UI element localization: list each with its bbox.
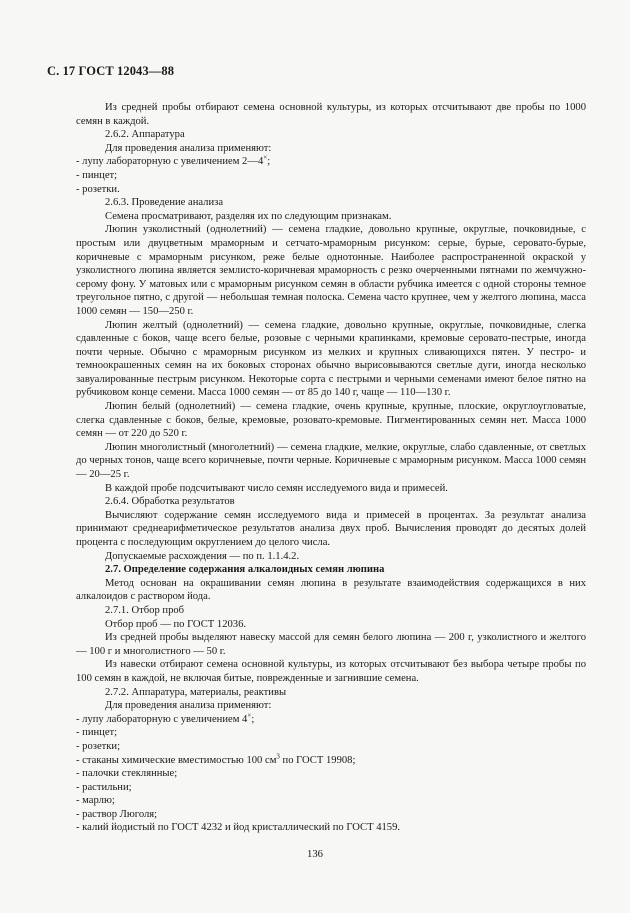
- list-item: - розетки.: [76, 183, 120, 195]
- page-number: 136: [307, 849, 323, 860]
- list-item-text: - стаканы химические вместимостью 100 см: [76, 754, 277, 766]
- list-item: [76, 751, 586, 768]
- list-item-end: ;: [267, 156, 271, 168]
- paragraph: Отбор проб — по ГОСТ 12036.: [105, 618, 247, 630]
- paragraph: Люпин белый (однолетний) — семена гладкие, очень крупные, крупные, плоские, округлоугловатые, слегка сдавленные с боков, белые, кремовые, розовато-кремовые. Пигментированных семян нет. Масса 1000 семян — от 220 до 520 г.: [76, 401, 586, 440]
- list-item: [76, 713, 586, 727]
- paragraph: Люпин желтый (однолетний) — семена гладкие, довольно крупные, округлые, почковидные, слегка сдавленные с боков, чаще всего белые, розовые с черными крапинками, кремовые серовато-пестрые, иногда почти черные. Обычно с мраморным рисунком из мелких и крупных сливающихся пятен. У пестро- и темноокрашенных семян на их боковых сторонах обычно вырисовываются светлые дуги, иногда несколько завуалированные пестрым рисунком. Некоторые сорта с пестрыми и черными семенами имеют белое пятно на рубчиковом конце семени. Масса 1000 семян — от 85 до 140 г, чаще — 110—130 г.: [76, 319, 586, 399]
- paragraph: Из средней пробы выделяют навеску массой для семян белого люпина — 200 г, узколистного и желтого — 100 г и многолистного — 50 г.: [76, 632, 586, 657]
- paragraph: Для проведения анализа применяют:: [105, 142, 272, 154]
- paragraph: Для проведения анализа применяют:: [105, 700, 272, 712]
- list-item-text: - лупу лабораторную с увеличением 2—4: [76, 156, 264, 168]
- page-body: [76, 101, 586, 835]
- superscript: 3: [276, 751, 280, 760]
- section-heading: 2.7.2. Аппаратура, материалы, реактивы: [105, 686, 287, 698]
- paragraph: Вычисляют содержание семян исследуемого вида и примесей в процентах. За результат анализа принимают среднеарифметическое результатов анализа двух проб. Вычисления проводят до десятых долей процента с последующим округлением до целого числа.: [76, 509, 586, 548]
- section-heading: 2.6.2. Аппаратура: [105, 129, 185, 141]
- section-heading-bold: 2.7. Определение содержания алкалоидных семян люпина: [105, 564, 385, 576]
- section-heading: 2.7.1. Отбор проб: [105, 604, 185, 616]
- section-heading: 2.6.4. Обработка результатов: [105, 496, 235, 508]
- paragraph: Из средней пробы отбирают семена основной культуры, из которых отсчитывают две пробы по 1000 семян в каждой.: [76, 102, 586, 127]
- paragraph: Из навески отбирают семена основной культуры, из которых отсчитывают без выбора четыре пробы по 100 семян в каждой, не включая битые, поврежденные и загнившие семена.: [76, 659, 586, 684]
- paragraph: Люпин узколистный (однолетний) — семена гладкие, довольно крупные, округлые, почковидные, с простым или двуцветным мраморным и сетчато-мраморным рисунком: серые, бурые, серовато-бурые, коричневые с мраморным рисунком, реже белые однотонные. Наиболее распространенной окраской у узколистного люпина является землисто-коричневая мраморность с резко очерченными пятнами по жемчужно-серому фону. У матовых или с мраморным рисунком семян в области рубчика имеется с одной стороны темное треугольное пятно, с другой — небольшая темная полоска. Семена часто крупнее, чем у желтого люпина, масса 1000 семян — 150—250 г.: [76, 224, 586, 317]
- superscript: ×: [247, 711, 252, 720]
- list-item-end: ;: [251, 713, 255, 725]
- superscript: ×: [263, 153, 268, 162]
- paragraph: Люпин многолистный (многолетний) — семена гладкие, мелкие, округлые, слабо сдавленные, от светлых до черных тонов, чаще всего коричневые, почти черные. Коричневые с мраморным рисунком. Масса 1000 семян — 20—25 г.: [76, 441, 586, 481]
- paragraph: Допускаемые расхождения — по п. 1.1.4.2.: [105, 550, 300, 562]
- list-item-end: по ГОСТ 19908;: [279, 754, 356, 766]
- list-item: - розетки;: [76, 740, 121, 752]
- list-item-text: - лупу лабораторную с увеличением 4: [76, 713, 248, 725]
- paragraph: В каждой пробе подсчитывают число семян исследуемого вида и примесей.: [105, 482, 448, 494]
- list-item: - пинцет;: [76, 169, 118, 181]
- paragraph: Семена просматривают, разделяя их по следующим признакам.: [105, 210, 392, 222]
- page-header: С. 17 ГОСТ 12043—88: [47, 64, 175, 78]
- list-item: [76, 155, 586, 169]
- paragraph: Метод основан на окрашивании семян люпина в результате взаимодействия содержащихся в них алкалоидов с раствором йода.: [76, 577, 586, 603]
- list-item: - пинцет;: [76, 727, 118, 739]
- section-heading: 2.6.3. Проведение анализа: [105, 197, 224, 209]
- list-item: - палочки стеклянные;: [76, 768, 178, 780]
- list-item: - раствор Люголя;: [76, 808, 158, 820]
- list-item: - марлю;: [76, 795, 115, 807]
- list-item: - калий йодистый по ГОСТ 4232 и йод кристаллический по ГОСТ 4159.: [76, 822, 401, 834]
- list-item: - растильни;: [76, 781, 132, 793]
